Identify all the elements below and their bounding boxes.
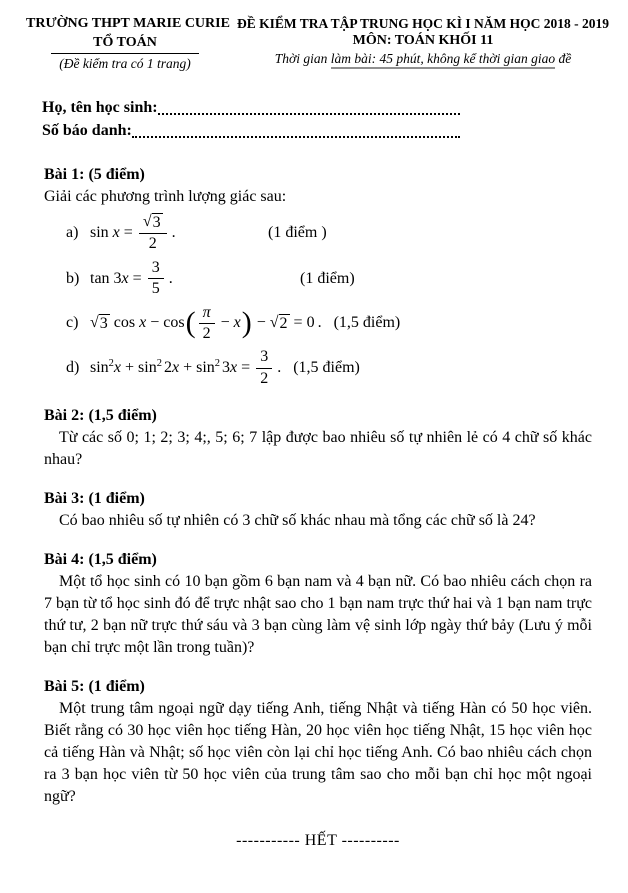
equation-d-expression [90, 348, 281, 388]
exponent: 2 [108, 357, 114, 369]
student-id-label: Số báo danh: [42, 122, 132, 139]
denominator: 2 [202, 324, 211, 342]
period: . [317, 314, 322, 332]
equation-a-label: a) [66, 224, 79, 242]
student-id-dotted-line [132, 136, 460, 138]
numerator: 3 [256, 348, 272, 368]
equals-zero: = 0 [289, 314, 315, 332]
exam-title: ĐỀ KIỂM TRA TẬP TRUNG HỌC KÌ I NĂM HỌC 2018 - 2019 [236, 16, 610, 31]
student-info [42, 96, 460, 142]
sqrt-radical [90, 314, 110, 333]
problem-4-title: Bài 4: (1,5 điểm) [44, 551, 157, 569]
numerator [139, 213, 167, 234]
exam-subject: MÔN: TOÁN KHỐI 11 [352, 33, 494, 48]
problem-3 [44, 488, 592, 532]
function-name: tan 3 [90, 269, 122, 287]
right-paren: ) [241, 306, 252, 340]
fraction [199, 304, 215, 344]
student-name-field [42, 96, 460, 119]
plus-sin: + sin [121, 359, 157, 377]
radical-sign: √ [90, 313, 99, 331]
equals-sign: = [128, 269, 146, 287]
problem-2-title: Bài 2: (1,5 điểm) [44, 407, 157, 425]
exponent: 2 [214, 357, 221, 369]
duration-post: đề [555, 51, 572, 66]
fraction [256, 348, 272, 388]
school-name: TRƯỜNG THPT MARIE CURIE [26, 16, 230, 31]
exam-header [0, 16, 628, 72]
exponent: 2 [156, 357, 162, 369]
numerator [199, 304, 215, 324]
equation-a-expression [90, 213, 268, 254]
problem-4-text: Một tổ học sinh có 10 bạn gồm 6 bạn nam và 4 bạn nữ. Có bao nhiêu cách chọn ra 7 bạn từ tổ học sinh đó để trực nhật sao cho 1 bạn nam trực thứ hai và 1 bạn nam trực thứ tư, 2 bạn nữ trực thứ sáu và 3 bạn cùng làm vệ sinh lớp ngày thứ bảy (Lưu ý mỗi bạn chỉ trực một lần trong tuần)? [44, 573, 592, 657]
variable: x [230, 359, 238, 377]
sqrt-radical [143, 213, 163, 232]
coefficient: 2 [163, 359, 172, 377]
function-name: sin [90, 224, 113, 242]
exam-note: (Đề kiểm tra có 1 trang) [59, 56, 191, 71]
points-label: (1 điểm) [300, 269, 355, 287]
denominator: 2 [260, 369, 269, 387]
equation-d [44, 348, 592, 388]
sqrt-radical [270, 314, 290, 333]
equation-b-label: b) [66, 269, 80, 287]
equation-d-label: d) [66, 359, 80, 377]
radicand: 2 [279, 314, 288, 332]
period: . [168, 269, 173, 287]
points-label: (1 điểm ) [268, 224, 327, 242]
problem-5 [44, 676, 592, 808]
equation-c-expression [90, 304, 322, 344]
minus-sign: − [216, 314, 234, 332]
student-name-label: Họ, tên học sinh: [42, 99, 158, 116]
problem-5-text: Một trung tâm ngoại ngữ dạy tiếng Anh, tiếng Nhật và tiếng Hàn có 50 học viên. Biết rằng có 30 học viên học tiếng Hàn, 20 học viên học tiếng Nhật, 15 học viên học cả tiếng Hàn và Nhật; số học viên còn lại chỉ học tiếng Anh. Có bao nhiêu cách chọn ra 3 bạn học viên từ 50 học viên của trung tâm sao cho mỗi bạn chỉ học một ngoại ngữ? [44, 700, 592, 806]
function-name: cos [109, 314, 140, 332]
radical-sign: √ [142, 213, 152, 230]
variable: x [113, 359, 122, 377]
student-id-field [42, 119, 460, 142]
radicand: 3 [152, 214, 161, 231]
problem-3-text: Có bao nhiêu số tự nhiên có 3 chữ số khác nhau mà tổng các chữ số là 24? [59, 512, 536, 530]
exam-title-block [224, 16, 622, 72]
duration-underlined: làm bài: 45 phút, không kể thời gian giao [331, 51, 555, 69]
numerator: 3 [148, 259, 164, 279]
variable: x [233, 314, 241, 332]
left-paren: ( [185, 306, 196, 340]
minus-sign: − [252, 314, 270, 332]
radical-sign: √ [269, 313, 279, 331]
department-rule [26, 33, 224, 54]
variable: x [171, 359, 180, 377]
period: . [171, 224, 176, 242]
problem-1-intro: Giải các phương trình lượng giác sau: [44, 188, 287, 205]
points-label: (1,5 điểm) [333, 314, 401, 332]
pi-symbol: π [202, 303, 211, 321]
problem-1-title: Bài 1: (5 điểm) [44, 166, 145, 183]
equation-a [44, 213, 592, 254]
radicand: 3 [99, 314, 108, 332]
problems-list [0, 164, 628, 850]
points-label: (1,5 điểm) [293, 359, 360, 377]
problem-4 [44, 549, 592, 659]
equals-sign: = [119, 224, 137, 242]
school-block [26, 16, 230, 72]
problem-2 [44, 405, 592, 471]
fraction [139, 213, 167, 254]
problem-3-title: Bài 3: (1 điểm) [44, 490, 145, 508]
problem-1 [44, 164, 592, 388]
equals-sign: = [237, 359, 255, 377]
equation-c [44, 304, 592, 344]
denominator: 5 [151, 280, 160, 298]
minus-cos: − cos [146, 314, 185, 332]
denominator: 2 [148, 235, 157, 253]
fraction [148, 259, 164, 299]
end-marker: ----------- HẾT ---------- [236, 832, 400, 850]
equation-c-label: c) [66, 314, 79, 332]
equation-b-expression [90, 259, 300, 299]
student-name-dotted-line [158, 113, 460, 115]
coefficient: 3 [222, 359, 231, 377]
department-name: TỔ TOÁN [51, 35, 199, 54]
plus-sin: + sin [179, 359, 215, 377]
function-name: sin [90, 359, 109, 377]
variable: x [112, 224, 120, 242]
equation-b [44, 259, 592, 299]
problem-5-title: Bài 5: (1 điểm) [44, 678, 145, 696]
period: . [277, 359, 282, 377]
exam-duration [224, 51, 622, 67]
problem-2-text: Từ các số 0; 1; 2; 3; 4;, 5; 6; 7 lập được bao nhiêu số tự nhiên lẻ có 4 chữ số khác nhau? [44, 429, 592, 469]
variable: x [139, 314, 147, 332]
variable: x [121, 269, 129, 287]
duration-pre: Thời gian [274, 51, 331, 66]
